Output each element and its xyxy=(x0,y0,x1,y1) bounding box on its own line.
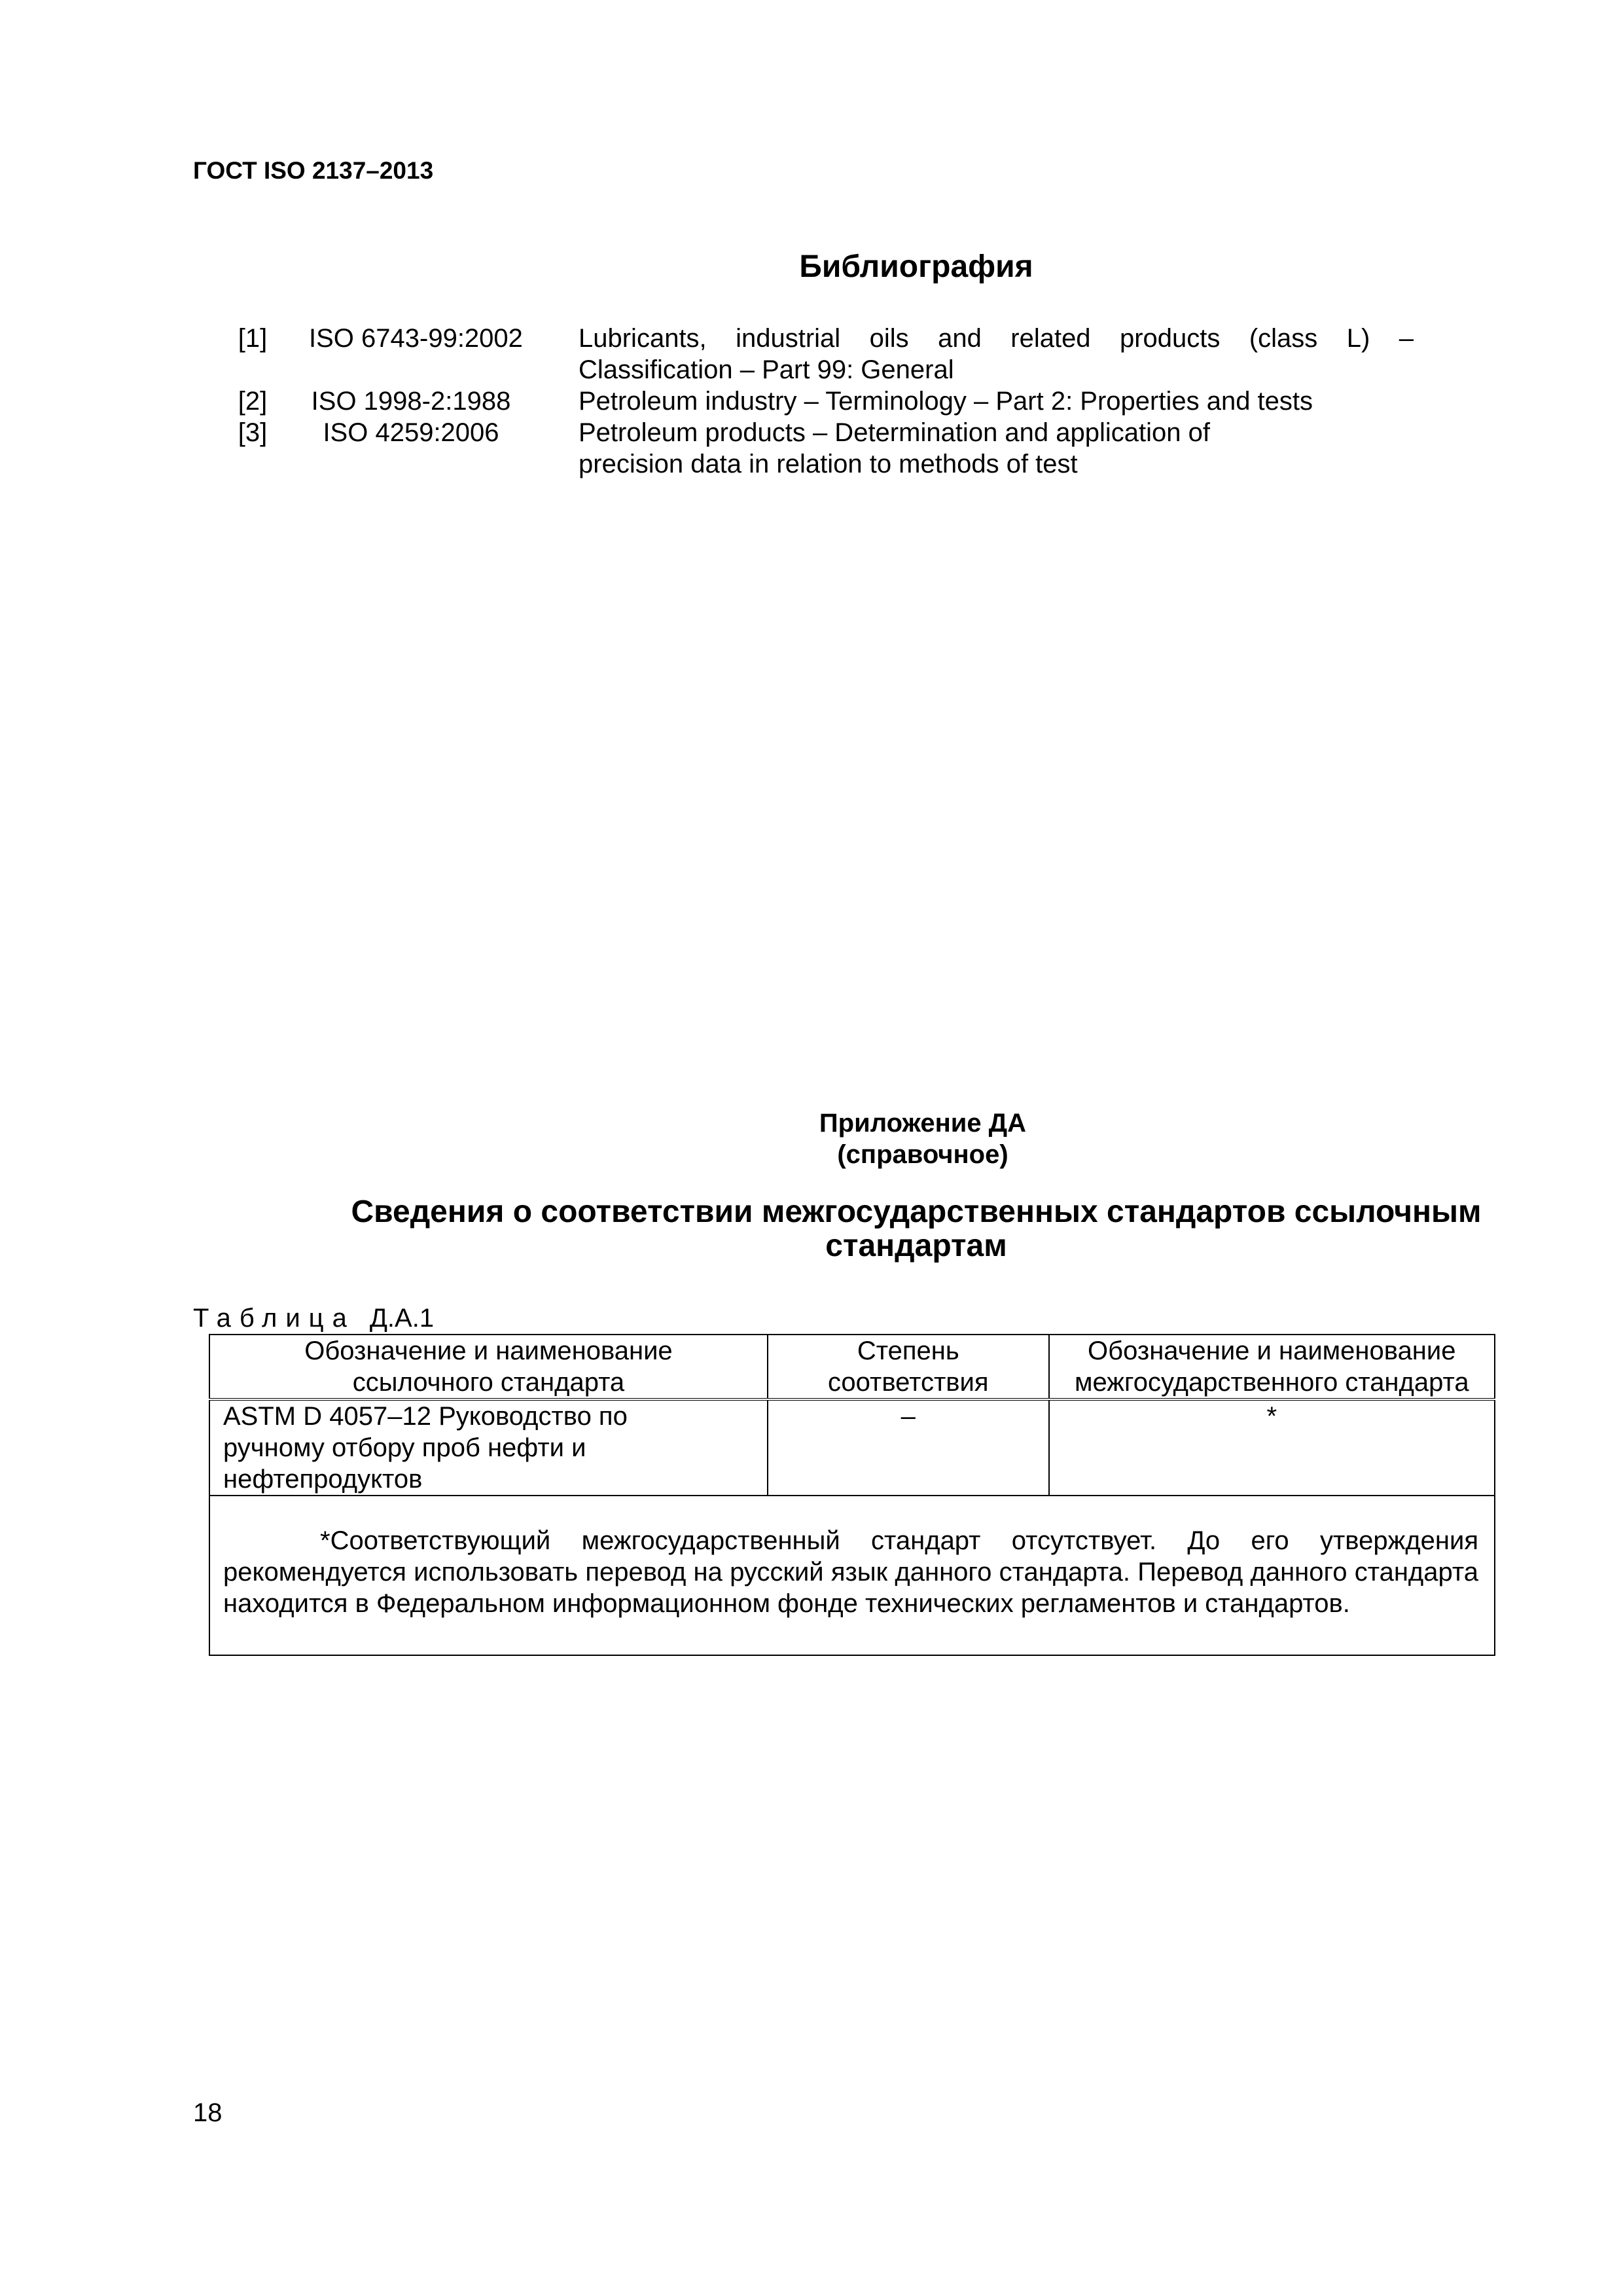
table-note-cell xyxy=(209,1496,1495,1655)
appendix-heading-line: стандартам xyxy=(825,1229,1007,1263)
appendix-title-block xyxy=(694,1107,1152,1170)
bibliography-entry-text xyxy=(579,417,1414,480)
bibliography-entry-text-line: Petroleum industry – Terminology – Part 2: Properties and tests xyxy=(579,387,1313,416)
bibliography-entry-text-line: Classification – Part 99: General xyxy=(579,355,954,384)
table-cell-line: ручному отбору проб нефти и xyxy=(223,1433,586,1462)
table-cell-interstate-standard: * xyxy=(1049,1399,1495,1496)
bibliography-entry-text-line: Petroleum products – Determination and application of xyxy=(579,418,1210,447)
bibliography-entry-number: [3] xyxy=(238,418,268,447)
table-header-line: межгосударственного стандарта xyxy=(1074,1368,1469,1397)
bibliography-entry-text xyxy=(579,386,1414,417)
bibliography-entry-code: ISO 6743-99:2002 xyxy=(309,324,523,353)
table-header-line: соответствия xyxy=(827,1368,989,1397)
document-header-code: ГОСТ ISO 2137–2013 xyxy=(193,157,434,184)
bibliography-entry-number: [2] xyxy=(238,387,268,416)
table-header-line: Обозначение и наименование xyxy=(1088,1336,1456,1365)
table-header-line: Обозначение и наименование xyxy=(304,1336,673,1365)
bibliography-entry-text xyxy=(579,323,1414,386)
appendix-heading xyxy=(275,1195,1558,1263)
bibliography-list xyxy=(223,323,1505,480)
bibliography-entry-number: [1] xyxy=(238,324,268,353)
table-header-line: Степень xyxy=(857,1336,959,1365)
bibliography-entry-code: ISO 4259:2006 xyxy=(323,418,499,447)
table-header-row xyxy=(209,1335,1495,1399)
correspondence-table xyxy=(209,1334,1495,1656)
table-cell-reference-standard xyxy=(209,1399,768,1496)
bibliography-entry xyxy=(223,417,1505,480)
table-note-row xyxy=(209,1496,1495,1655)
bibliography-entry-code: ISO 1998-2:1988 xyxy=(311,387,511,416)
page-number: 18 xyxy=(193,2098,223,2127)
table-caption-id: Д.А.1 xyxy=(369,1304,435,1333)
table-header-degree xyxy=(768,1335,1049,1399)
table-note-text: *Соответствующий межгосударственный стандарт отсутствует. До его утверждения рекомендуется использовать перевод на русский язык данного стандарта. Перевод данного стандарта находится в Федеральном информационном фонде технических регламентов и стандартов. xyxy=(223,1526,1478,1618)
table-cell-line: нефтепродуктов xyxy=(223,1465,423,1494)
table-row xyxy=(209,1399,1495,1496)
table-header-line: ссылочного стандарта xyxy=(352,1368,625,1397)
bibliography-entry xyxy=(223,323,1505,386)
appendix-subtitle: (справочное) xyxy=(837,1140,1008,1169)
bibliography-entry-text-line: Lubricants, industrial oils and related products (class L) – xyxy=(579,324,1414,353)
appendix-title: Приложение ДА xyxy=(819,1109,1027,1138)
bibliography-entry xyxy=(223,386,1505,417)
bibliography-title: Библиография xyxy=(799,249,1033,284)
table-cell-degree: – xyxy=(768,1399,1049,1496)
table-caption xyxy=(193,1302,434,1334)
table-caption-label: Таблица xyxy=(193,1304,355,1333)
table-cell-line: ASTM D 4057–12 Руководство по xyxy=(223,1402,628,1431)
bibliography-entry-text-line: precision data in relation to methods of test xyxy=(579,450,1078,478)
appendix-heading-line: Сведения о соответствии межгосударственных стандартов ссылочным xyxy=(351,1194,1482,1229)
table-header-interstate-standard xyxy=(1049,1335,1495,1399)
table-header-reference-standard xyxy=(209,1335,768,1399)
